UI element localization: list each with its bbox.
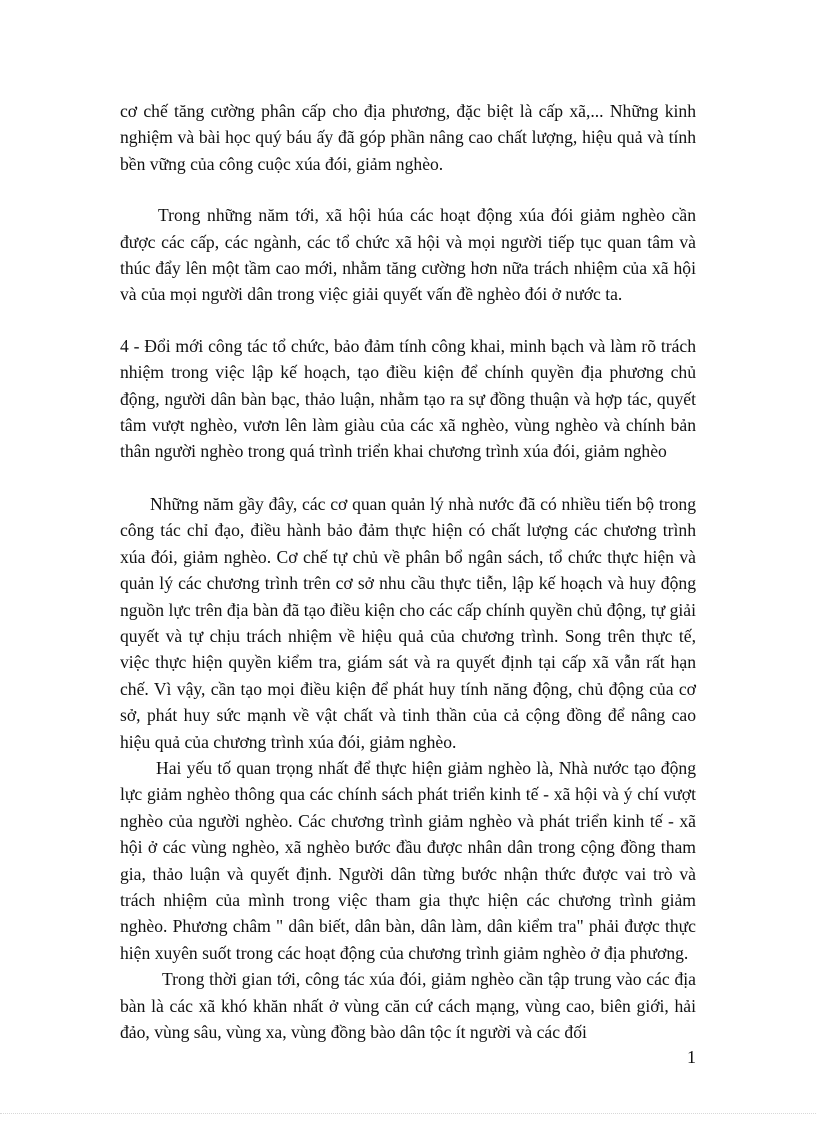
page-bottom-edge bbox=[0, 1113, 816, 1114]
paragraph-4: Những năm gầy đây, các cơ quan quản lý nhà nước đã có nhiều tiến bộ trong công tác chỉ đạo, điều hành bảo đảm thực hiện có chất lượng các chương trình xúa đói, giảm nghèo. Cơ chế tự chủ về phân bổ ngân sách, tổ chức thực hiện và quản lý các chương trình trên cơ sở nhu cầu thực tiễn, lập kế hoạch và huy động nguồn lực trên địa bàn đã tạo điều kiện cho các cấp chính quyền chủ động, tự giải quyết và tự chịu trách nhiệm về hiệu quả của chương trình. Song trên thực tế, việc thực hiện quyền kiểm tra, giám sát và ra quyết định tại cấp xã vẫn rất hạn chế. Vì vậy, cần tạo mọi điều kiện để phát huy tính năng động, chủ động của cơ sở, phát huy sức mạnh về vật chất và tinh thần của cả cộng đồng để nâng cao hiệu quả của chương trình xúa đói, giảm nghèo. bbox=[120, 493, 696, 752]
paragraph-2: Trong những năm tới, xã hội húa các hoạt động xúa đói giảm nghèo cần được các cấp, các ngành, các tổ chức xã hội và mọi người tiếp tục quan tâm và thúc đẩy lên một tầm cao mới, nhằm tăng cường hơn nữa trách nhiệm của xã hội và của mọi người dân trong việc giải quyết vấn đề nghèo đói ở nước ta. bbox=[120, 205, 696, 305]
paragraph-6: Trong thời gian tới, công tác xúa đói, giảm nghèo cần tập trung vào các địa bàn là các xã khó khăn nhất ở vùng căn cứ cách mạng, vùng cao, biên giới, hải đảo, vùng sâu, vùng xa, vùng đồng bào dân tộc ít người và các đối bbox=[120, 969, 696, 1042]
paragraph-5: Hai yếu tố quan trọng nhất để thực hiện giảm nghèo là, Nhà nước tạo động lực giảm nghèo thông qua các chính sách phát triển kinh tế - xã hội và ý chí vượt nghèo của người nghèo. Các chương trình giảm nghèo và phát triển kinh tế - xã hội ở các vùng nghèo, xã nghèo bước đầu được nhân dân trong cộng đồng tham gia, thảo luận và quyết định. Người dân từng bước nhận thức được vai trò và trách nhiệm của mình trong việc tham gia thực hiện các chương trình giảm nghèo. Phương châm " dân biết, dân bàn, dân làm, dân kiểm tra" phải được thực hiện xuyên suốt trong các hoạt động của chương trình giảm nghèo ở địa phương. bbox=[120, 757, 696, 963]
paragraph-1: cơ chế tăng cường phân cấp cho địa phương, đặc biệt là cấp xã,... Những kinh nghiệm và bài học quý báu ấy đã góp phần nâng cao chất lượng, hiệu quả và tính bền vững của công cuộc xúa đói, giảm nghèo. bbox=[120, 101, 696, 174]
document-body bbox=[120, 98, 696, 1045]
paragraph-3-heading: 4 - Đổi mới công tác tổ chức, bảo đảm tính công khai, minh bạch và làm rõ trách nhiệm trong việc lập kế hoạch, tạo điều kiện để chính quyền địa phương chủ động, người dân bàn bạc, thảo luận, nhằm tạo ra sự đồng thuận và hợp tác, quyết tâm vượt nghèo, vươn lên làm giàu của các xã nghèo, vùng nghèo và chính bản thân người nghèo trong quá trình triển khai chương trình xúa đói, giảm nghèo bbox=[120, 335, 696, 462]
page-number: 1 bbox=[687, 1047, 696, 1067]
